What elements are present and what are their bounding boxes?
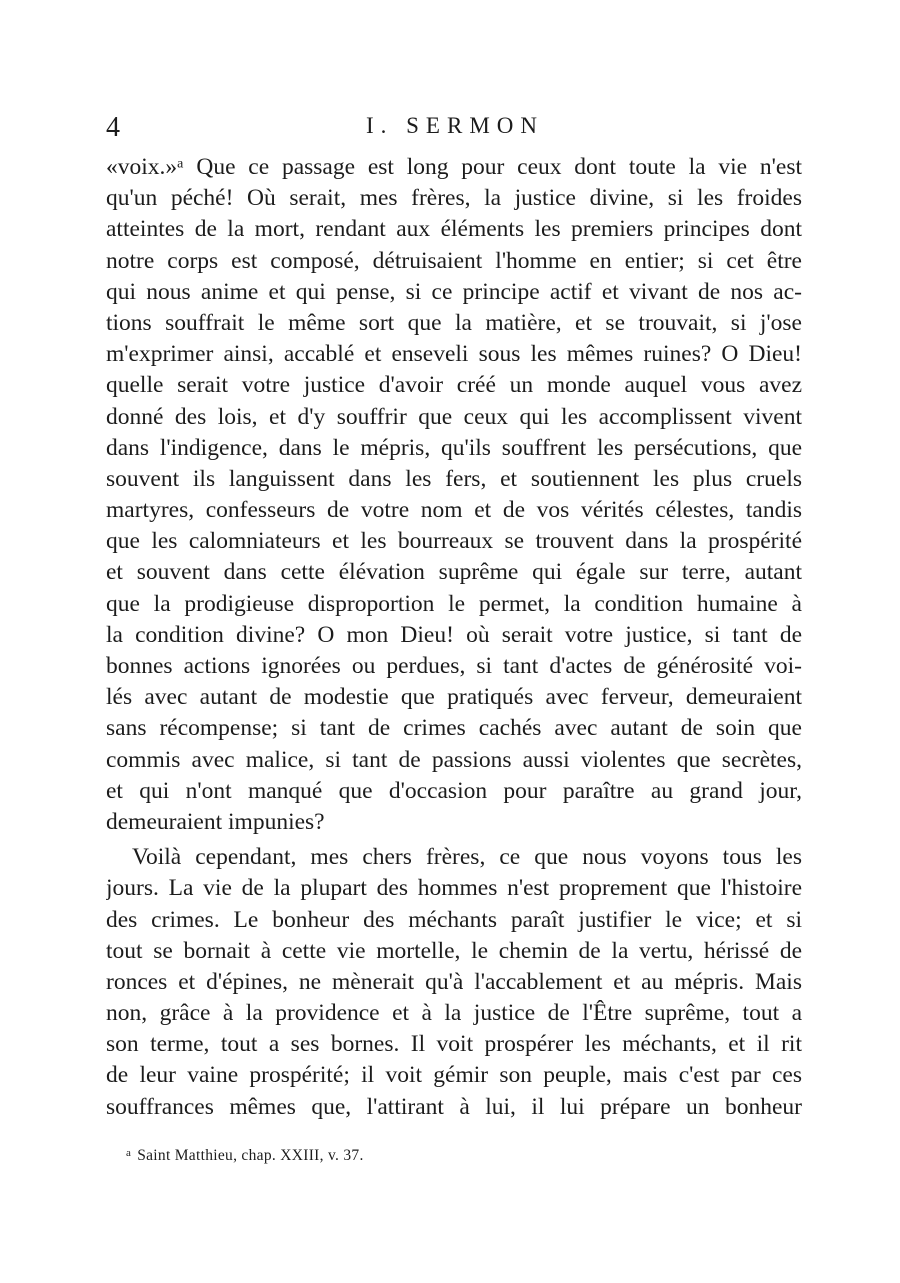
running-head: I. SERMON bbox=[365, 113, 544, 138]
text-line: son terme, tout a ses bornes. Il voit prospérer les méchants, et il rit bbox=[106, 1031, 802, 1058]
text-line: la condition divine? O mon Dieu! où serait votre justice, si tant de bbox=[106, 621, 802, 648]
text-line: qui nous anime et qui pense, si ce principe actif et vivant de nos ac- bbox=[106, 278, 802, 305]
text-line: quelle serait votre justice d'avoir créé un monde auquel vous avez bbox=[106, 372, 802, 399]
text-line: bonnes actions ignorées ou perdues, si tant d'actes de générosité voi- bbox=[106, 653, 802, 679]
text-line: commis avec malice, si tant de passions aussi violentes que secrètes, bbox=[106, 746, 802, 773]
paragraph-1 bbox=[106, 152, 802, 838]
text-line: qu'un péché! Où serait, mes frères, la justice divine, si les froides bbox=[106, 185, 802, 212]
body-text bbox=[106, 152, 802, 1123]
text-line: m'exprimer ainsi, accablé et enseveli sous les mêmes ruines? O Dieu! bbox=[106, 341, 802, 368]
text-line: notre corps est composé, détruisaient l'homme en entier; si cet être bbox=[106, 247, 802, 274]
footnote-text: Saint Matthieu, chap. XXIII, v. 37. bbox=[137, 1147, 364, 1164]
footnote-mark: a bbox=[126, 1147, 132, 1159]
text-line: donné des lois, et d'y souffrir que ceux qui les accomplissent vivent bbox=[106, 403, 802, 430]
text-line: «voix.»ᵃ Que ce passage est long pour ceux dont toute la vie n'est bbox=[106, 154, 802, 180]
text-line: lés avec autant de modestie que pratiqués avec ferveur, demeuraient bbox=[106, 684, 802, 711]
text-line: souffrances mêmes que, l'attirant à lui, il lui prépare un bonheur bbox=[106, 1093, 802, 1120]
text-line: demeuraient impunies? bbox=[106, 808, 325, 835]
text-line: des crimes. Le bonheur des méchants paraît justifier le vice; et si bbox=[106, 906, 802, 933]
page-number: 4 bbox=[106, 112, 120, 143]
text-line: de leur vaine prospérité; il voit gémir son peuple, mais c'est par ces bbox=[106, 1062, 802, 1089]
text-line: ronces et d'épines, ne mènerait qu'à l'accablement et au mépris. Mais bbox=[106, 968, 802, 995]
text-line: atteintes de la mort, rendant aux éléments les premiers principes dont bbox=[106, 216, 802, 243]
text-line: que les calomniateurs et les bourreaux se trouvent dans la prospérité bbox=[106, 528, 802, 555]
text-line: tout se bornait à cette vie mortelle, le chemin de la vertu, hérissé de bbox=[106, 937, 802, 964]
text-line: jours. La vie de la plupart des hommes n'est proprement que l'histoire bbox=[106, 875, 802, 902]
text-line: que la prodigieuse disproportion le permet, la condition humaine à bbox=[106, 590, 802, 617]
text-line: souvent ils languissent dans les fers, et soutiennent les plus cruels bbox=[106, 465, 802, 492]
footnote bbox=[126, 1143, 364, 1166]
text-line: dans l'indigence, dans le mépris, qu'ils souffrent les persécutions, que bbox=[106, 434, 802, 461]
text-line: sans récompense; si tant de crimes cachés avec autant de soin que bbox=[106, 715, 802, 742]
text-line: et souvent dans cette élévation suprême qui égale sur terre, autant bbox=[106, 559, 802, 586]
paragraph-2 bbox=[106, 842, 802, 1123]
text-line: et qui n'ont manqué que d'occasion pour paraître au grand jour, bbox=[106, 777, 802, 804]
text-line: martyres, confesseurs de votre nom et de vos vérités célestes, tandis bbox=[106, 497, 802, 524]
text-line: tions souffrait le même sort que la matière, et se trouvait, si j'ose bbox=[106, 309, 802, 336]
text-line: Voilà cependant, mes chers frères, ce que nous voyons tous les bbox=[132, 844, 802, 871]
text-line: non, grâce à la providence et à la justice de l'Être suprême, tout a bbox=[106, 1000, 802, 1027]
